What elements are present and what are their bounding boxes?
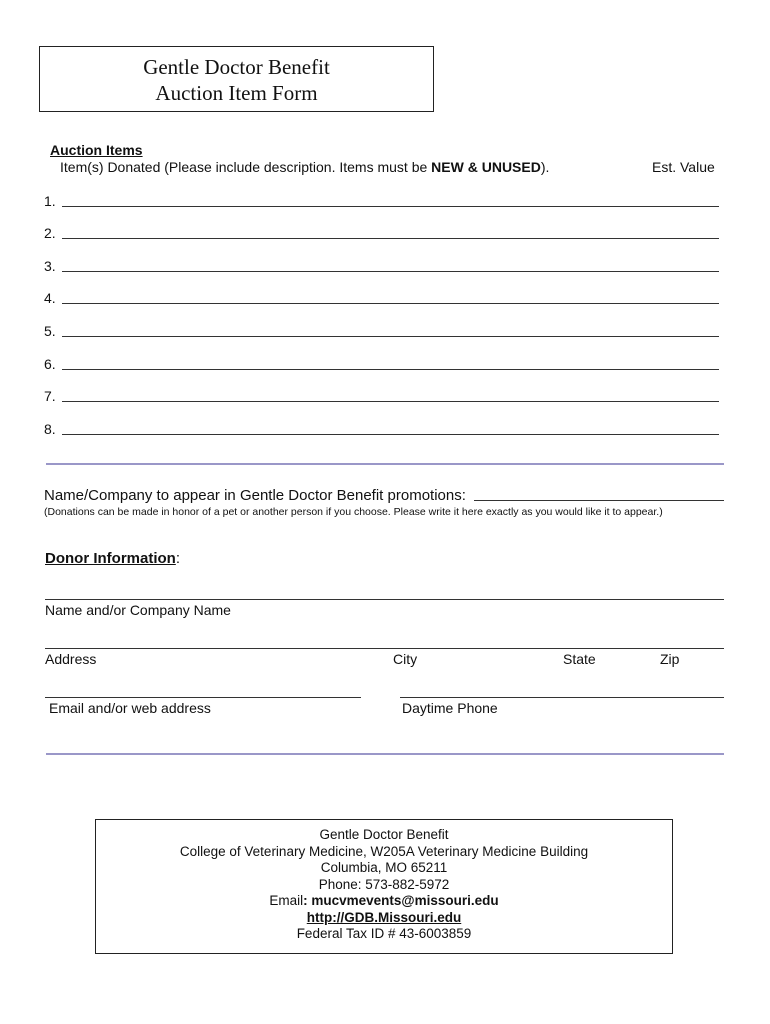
item-description-field[interactable] bbox=[62, 369, 658, 370]
item-value-field[interactable] bbox=[651, 401, 719, 402]
instructions-suffix: ). bbox=[540, 159, 550, 175]
item-value-field[interactable] bbox=[651, 303, 719, 304]
section-divider bbox=[46, 463, 724, 465]
donor-heading-colon: : bbox=[175, 550, 180, 567]
footer-email-label: Email bbox=[269, 893, 304, 908]
auction-item-row bbox=[44, 388, 724, 406]
item-value-field[interactable] bbox=[651, 369, 719, 370]
instructions-bold: NEW & UNUSED bbox=[431, 159, 541, 175]
name-company-field[interactable] bbox=[45, 599, 724, 600]
item-description-field[interactable] bbox=[62, 238, 658, 239]
email-field[interactable] bbox=[45, 697, 361, 698]
footer-org: Gentle Doctor Benefit bbox=[319, 827, 449, 842]
zip-label: Zip bbox=[660, 651, 680, 667]
address-label: Address bbox=[45, 651, 97, 667]
item-number: 7. bbox=[44, 388, 56, 404]
auction-items-heading: Auction Items bbox=[50, 142, 143, 158]
instructions-prefix: Item(s) Donated (Please include description. Items must be bbox=[60, 159, 432, 175]
auction-item-row bbox=[44, 193, 724, 211]
phone-label: Daytime Phone bbox=[402, 700, 498, 716]
item-description-field[interactable] bbox=[62, 401, 658, 402]
item-description-field[interactable] bbox=[62, 336, 658, 337]
form-title-box bbox=[39, 46, 434, 112]
footer-email bbox=[96, 893, 672, 910]
item-description-field[interactable] bbox=[62, 271, 658, 272]
item-number: 2. bbox=[44, 225, 56, 241]
item-value-field[interactable] bbox=[651, 206, 719, 207]
footer-college: College of Veterinary Medicine, W205A Veterinary Medicine Building bbox=[179, 843, 589, 859]
form-title-line1: Gentle Doctor Benefit bbox=[143, 55, 330, 79]
item-value-field[interactable] bbox=[651, 434, 719, 435]
promotion-name-field[interactable] bbox=[474, 500, 724, 501]
item-number: 4. bbox=[44, 290, 56, 306]
item-number: 8. bbox=[44, 421, 56, 437]
auction-item-row bbox=[44, 225, 724, 243]
footer-phone: Phone: 573-882-5972 bbox=[318, 876, 450, 892]
name-company-label: Name and/or Company Name bbox=[45, 602, 231, 618]
form-title-line2: Auction Item Form bbox=[155, 81, 318, 105]
footer-tax-id: Federal Tax ID # 43-6003859 bbox=[296, 926, 472, 941]
footer-email-value[interactable]: : mucvmevents@missouri.edu bbox=[303, 893, 499, 908]
address-field[interactable] bbox=[45, 648, 724, 649]
footer-website-link[interactable]: http://GDB.Missouri.edu bbox=[306, 909, 462, 925]
auction-item-row bbox=[44, 290, 724, 308]
auction-item-row bbox=[44, 356, 724, 374]
promotion-note: (Donations can be made in honor of a pet or another person if you choose. Please write it here exactly as you would like it to appear.) bbox=[44, 506, 663, 518]
item-number: 3. bbox=[44, 258, 56, 274]
auction-item-row bbox=[44, 323, 724, 341]
donor-info-heading bbox=[45, 550, 180, 567]
item-number: 1. bbox=[44, 193, 56, 209]
section-divider bbox=[46, 753, 724, 755]
auction-instructions bbox=[60, 159, 549, 175]
item-description-field[interactable] bbox=[62, 434, 658, 435]
item-description-field[interactable] bbox=[62, 206, 658, 207]
donor-heading-text: Donor Information bbox=[45, 550, 176, 567]
item-number: 5. bbox=[44, 323, 56, 339]
auction-item-row bbox=[44, 258, 724, 276]
city-label: City bbox=[393, 651, 418, 667]
item-value-field[interactable] bbox=[651, 336, 719, 337]
promotion-label: Name/Company to appear in Gentle Doctor Benefit promotions: bbox=[44, 487, 466, 504]
auction-item-row bbox=[44, 421, 724, 439]
item-description-field[interactable] bbox=[62, 303, 658, 304]
item-number: 6. bbox=[44, 356, 56, 372]
state-label: State bbox=[563, 651, 596, 667]
email-label: Email and/or web address bbox=[49, 700, 211, 716]
est-value-header: Est. Value bbox=[652, 159, 715, 175]
footer-city: Columbia, MO 65211 bbox=[320, 860, 448, 875]
phone-field[interactable] bbox=[400, 697, 724, 698]
contact-info-box bbox=[95, 819, 673, 954]
item-value-field[interactable] bbox=[651, 238, 719, 239]
item-value-field[interactable] bbox=[651, 271, 719, 272]
